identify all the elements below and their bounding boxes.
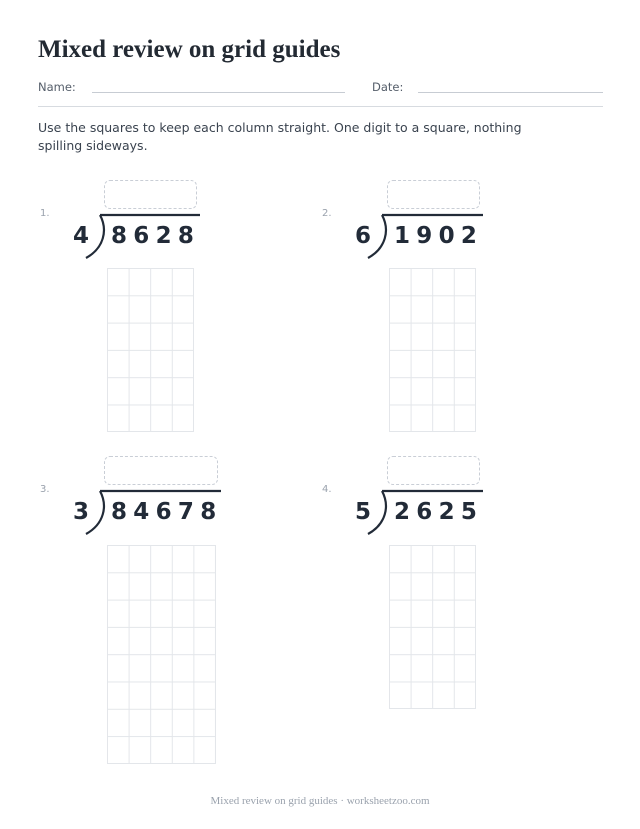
answer-box[interactable] — [104, 456, 218, 485]
divisor: 4 — [73, 223, 90, 249]
work-grid[interactable] — [389, 545, 476, 709]
date-label: Date: — [372, 80, 404, 94]
dividend: 1902 — [394, 223, 484, 249]
problem-number: 3. — [40, 484, 50, 495]
work-grid[interactable] — [107, 545, 216, 764]
worksheet-title: Mixed review on grid guides — [38, 36, 341, 63]
problem-number: 4. — [322, 484, 332, 495]
dividend: 8628 — [111, 223, 201, 249]
work-grid[interactable] — [389, 268, 476, 432]
divisor: 6 — [355, 223, 372, 249]
answer-box[interactable] — [104, 180, 197, 209]
divisor: 5 — [355, 499, 372, 525]
footer-text: Mixed review on grid guides · worksheetzoo.com — [210, 795, 430, 807]
header-divider — [38, 106, 603, 107]
dividend: 2625 — [394, 499, 484, 525]
answer-box[interactable] — [387, 180, 480, 209]
answer-box[interactable] — [387, 456, 480, 485]
instructions-text: Use the squares to keep each column straight. One digit to a square, nothing spilling sideways. — [38, 120, 522, 153]
name-label: Name: — [38, 80, 76, 94]
dividend: 84678 — [111, 499, 223, 525]
problem-number: 2. — [322, 208, 332, 219]
work-grid[interactable] — [107, 268, 194, 432]
date-field-line[interactable] — [418, 92, 603, 93]
divisor: 3 — [73, 499, 90, 525]
problem-number: 1. — [40, 208, 50, 219]
name-field-line[interactable] — [92, 92, 345, 93]
